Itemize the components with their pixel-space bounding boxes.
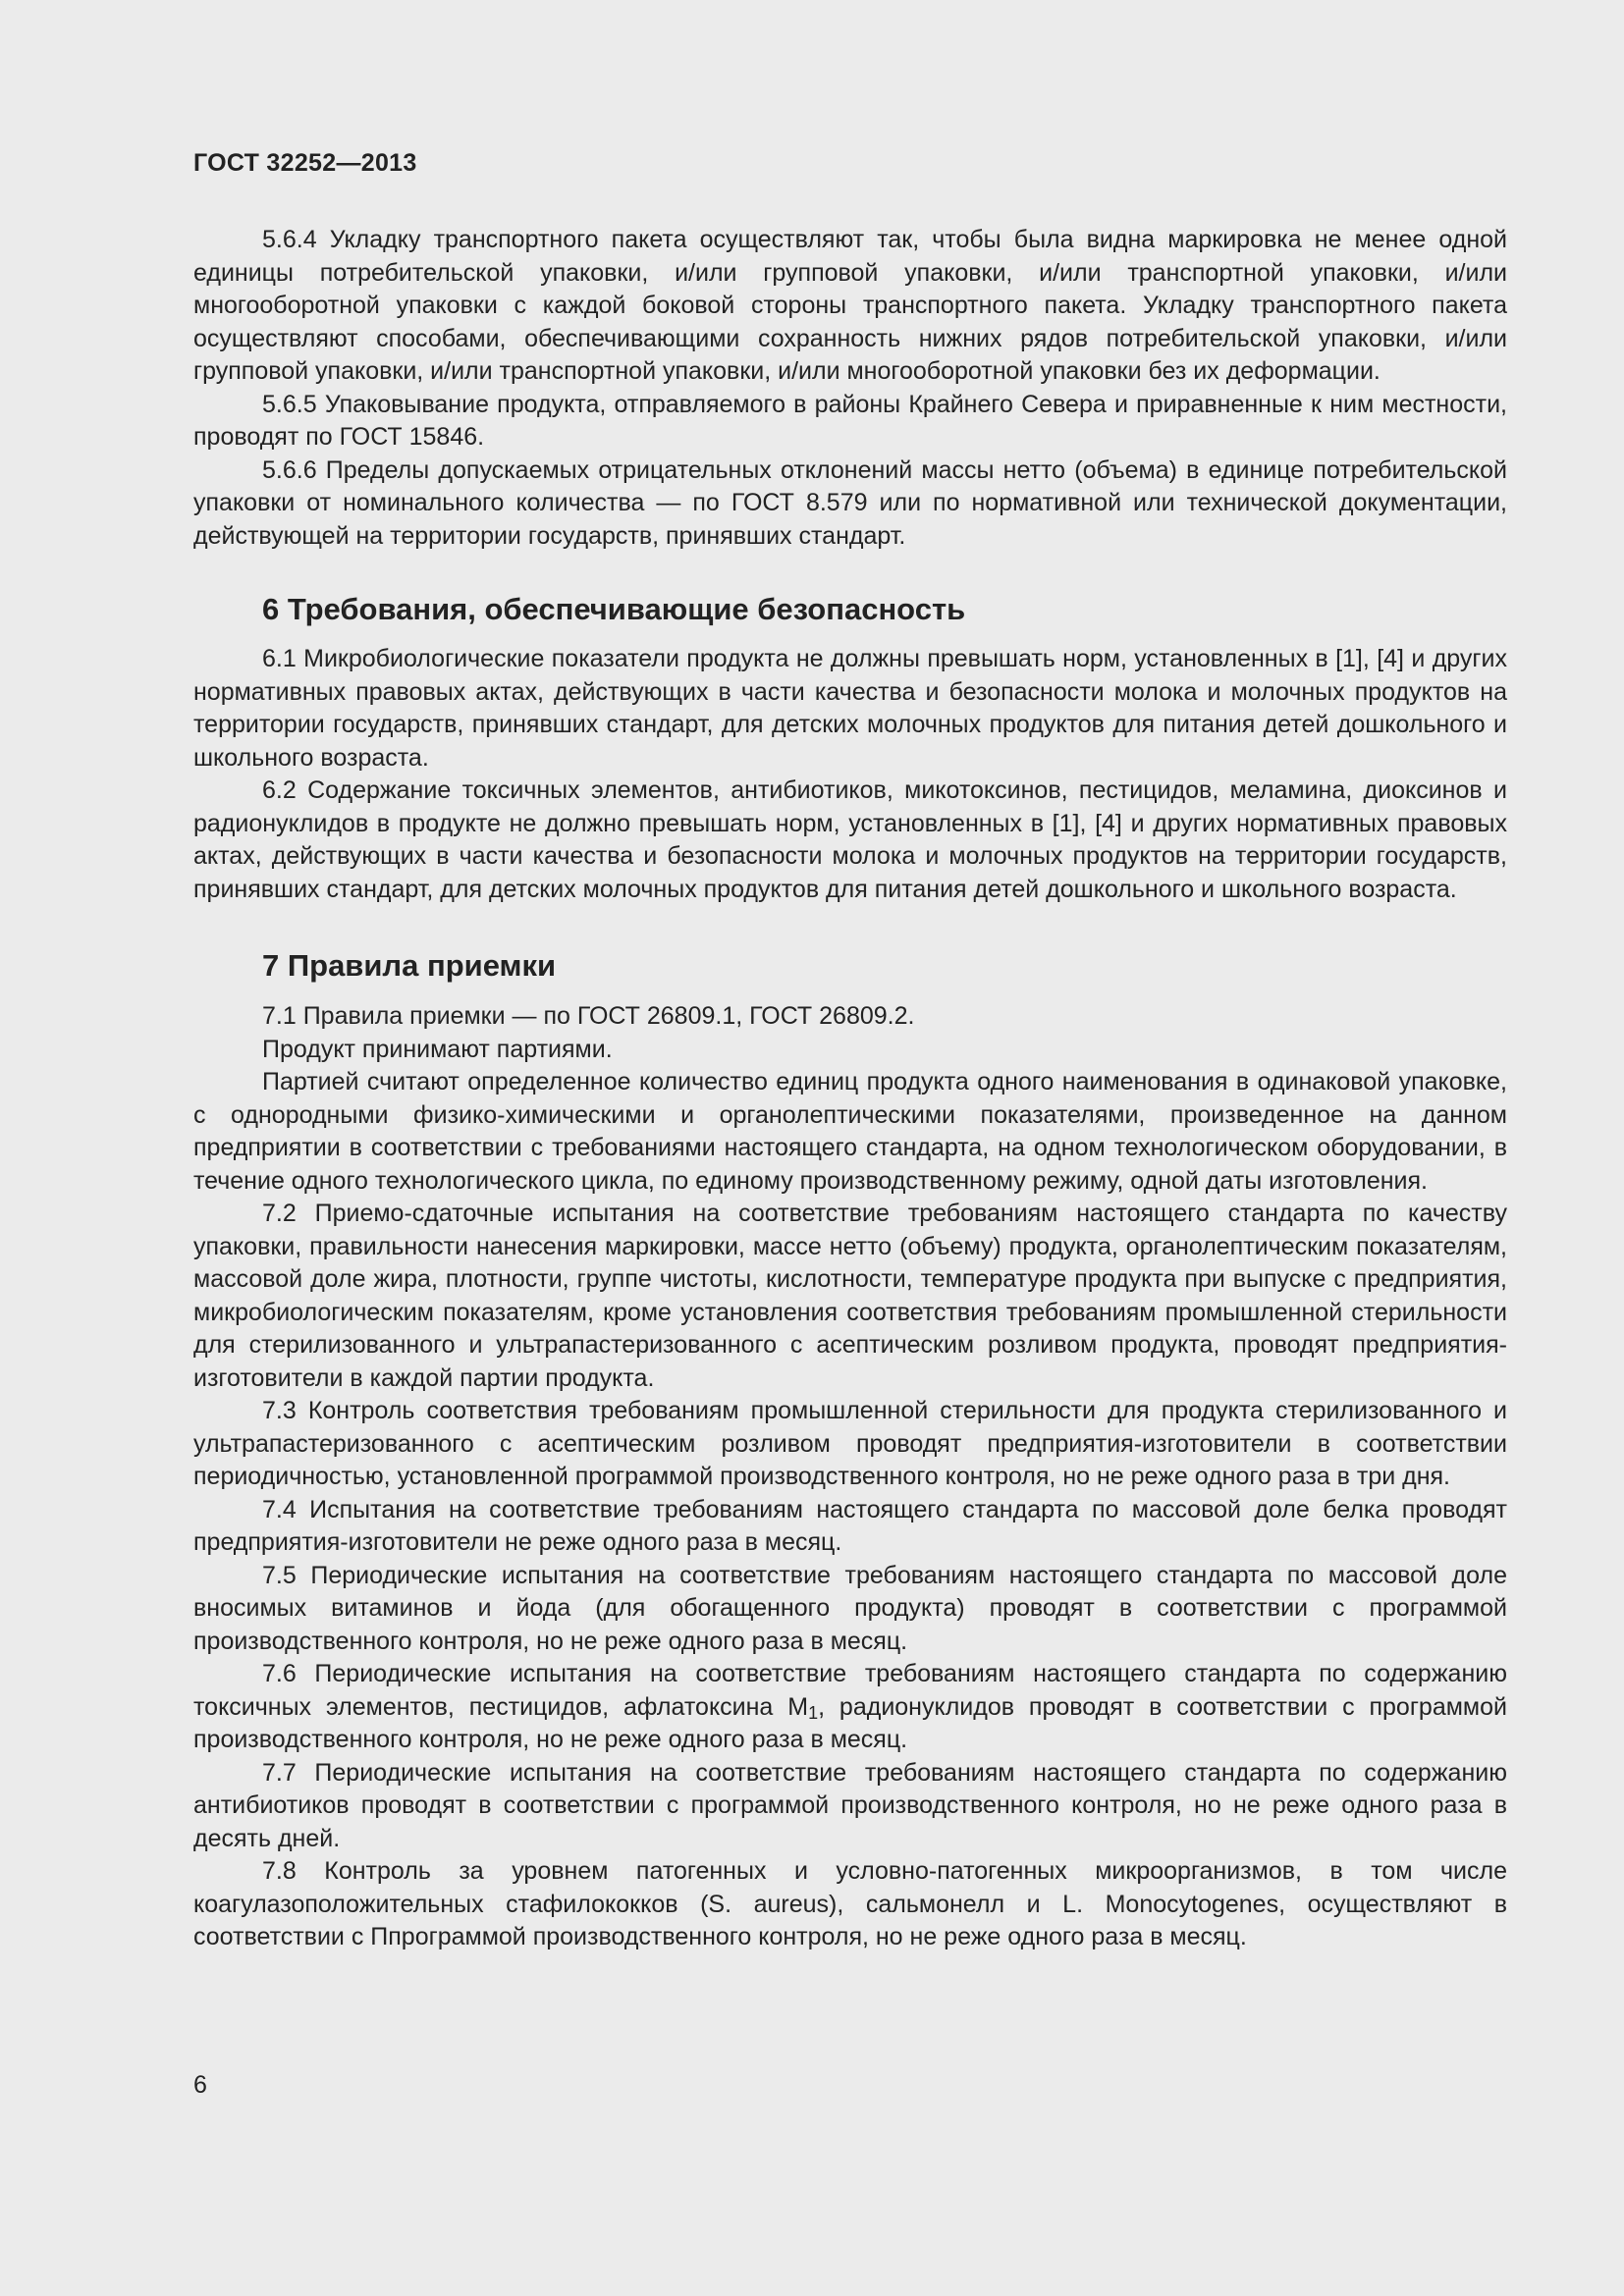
paragraph-7-1: 7.1 Правила приемки — по ГОСТ 26809.1, ГОСТ 26809.2. [262, 1002, 915, 1030]
paragraph-6-1: 6.1 Микробиологические показатели продукта не должны превышать норм, установленных в [1], [4] и других нормативных правовых актах, действующих в части качества и безопасности молока и молочных продуктов на территории государств, принявших стандарт, для детских молочных продуктов для питания детей дошкольного и школьного возраста. [193, 645, 1507, 772]
section-6-heading: 6 Требования, обеспечивающие безопасность [262, 592, 966, 626]
paragraph-7-3: 7.3 Контроль соответствия требованиям промышленной стерильности для продукта стерилизованного и ультрапастеризованного с асептическим розливом проводят предприятия-изготовители в соответствии периодичностью, установленной программой производственного контроля, но не реже одного раза в три дня. [193, 1397, 1507, 1490]
paragraph-7-2: 7.2 Приемо-сдаточные испытания на соответствие требованиям настоящего стандарта по качеству упаковки, правильности нанесения маркировки, массе нетто (объему) продукта, органолептическим показателям, массовой доле жира, плотности, группе чистоты, кислотности, температуре продукта при выпуске с предприятия, микробиологическим показателям, кроме установления соответствия требованиям промышленной стерильности для стерилизованного и ультрапастеризованного с асептическим розливом продукта, проводят предприятия-изготовители в каждой партии продукта. [193, 1200, 1507, 1392]
section-7-heading: 7 Правила приемки [262, 948, 557, 983]
paragraph-7-5: 7.5 Периодические испытания на соответствие требованиям настоящего стандарта по массовой доле вносимых витаминов и йода (для обогащенного продукта) проводят в соответствии с программой производственного контроля, но не реже одного раза в месяц. [193, 1561, 1507, 1655]
paragraph-7-6-text-after: , радионуклидов проводят в соответствии с программой производственного контроля, но не реже одного раза в месяц. [193, 1692, 1507, 1753]
document-header: ГОСТ 32252—2013 [193, 149, 417, 177]
page-number: 6 [193, 2071, 207, 2099]
aflatoxin-subscript: 1 [808, 1702, 819, 1723]
paragraph-7-1-batch-definition: Партией считают определенное количество единиц продукта одного наименования в одинаковой упаковке, с однородными физико-химическими и органолептическими показателями, произведенное на данном предприятии в соответствии с требованиями настоящего стандарта, на одном технологическом оборудовании, в течение одного технологического цикла, по единому производственному режиму, одной даты изготовления. [193, 1068, 1507, 1195]
paragraph-7-4: 7.4 Испытания на соответствие требованиям настоящего стандарта по массовой доле белка проводят предприятия-изготовители не реже одного раза в месяц. [193, 1495, 1507, 1556]
paragraph-7-8: 7.8 Контроль за уровнем патогенных и условно-патогенных микроорганизмов, в том числе коагулазоположительных стафилококков (S. aureus), сальмонелл и L. Monocytogenes, осуществляют в соответствии с Ппрограммой производственного контроля, но не реже одного раза в месяц. [193, 1857, 1507, 1950]
paragraph-5-6-5: 5.6.5 Упаковывание продукта, отправляемого в районы Крайнего Севера и приравненные к ним местности, проводят по ГОСТ 15846. [193, 390, 1507, 451]
paragraph-5-6-6: 5.6.6 Пределы допускаемых отрицательных отклонений массы нетто (объема) в единице потребительской упаковки от номинального количества — по ГОСТ 8.579 или по нормативной или технической документации, действующей на территории государств, принявших стандарт. [193, 455, 1507, 550]
paragraph-7-6 [193, 1658, 1507, 1757]
paragraph-7-6-text-before: 7.6 Периодические испытания на соответствие требованиям настоящего стандарта по содержанию токсичных элементов, пестицидов, афлатоксина М [193, 1660, 1507, 1721]
paragraph-7-1-batches: Продукт принимают партиями. [262, 1035, 613, 1063]
document-body [193, 224, 1507, 1954]
paragraph-7-7: 7.7 Периодические испытания на соответствие требованиям настоящего стандарта по содержанию антибиотиков проводят в соответствии с программой производственного контроля, но не реже одного раза в десять дней. [193, 1758, 1507, 1852]
paragraph-5-6-4: 5.6.4 Укладку транспортного пакета осуществляют так, чтобы была видна маркировка не менее одной единицы потребительской упаковки, и/или групповой упаковки, и/или транспортной упаковки, и/или многооборотной упаковки с каждой боковой стороны транспортного пакета. Укладку транспортного пакета осуществляют способами, обеспечивающими сохранность нижних рядов потребительской упаковки, и/или групповой упаковки, и/или транспортной упаковки, и/или многооборотной упаковки без их деформации. [193, 226, 1507, 385]
paragraph-6-2: 6.2 Содержание токсичных элементов, антибиотиков, микотоксинов, пестицидов, меламина, диоксинов и радионуклидов в продукте не должно превышать норм, установленных в [1], [4] и других нормативных правовых актах, действующих в части качества и безопасности молока и молочных продуктов на территории государств, принявших стандарт, для детских молочных продуктов для питания детей дошкольного и школьного возраста. [193, 776, 1507, 903]
